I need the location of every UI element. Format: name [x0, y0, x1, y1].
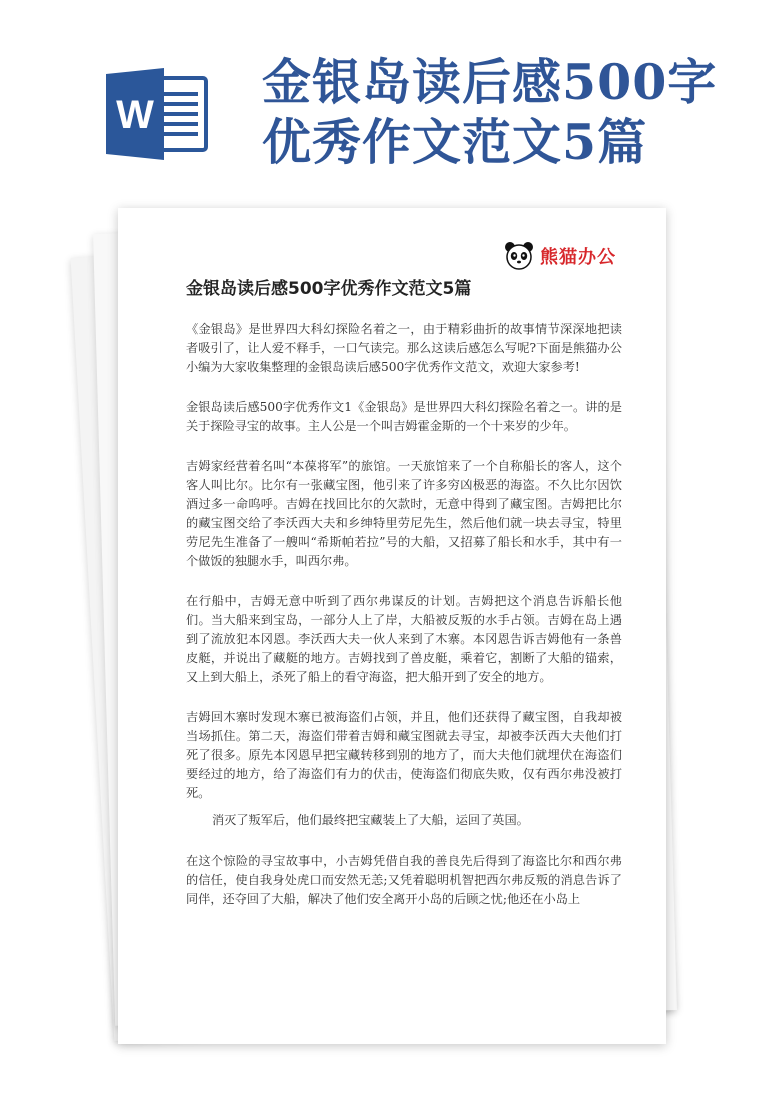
paragraph-4: 吉姆回木寨时发现木寨已被海盗们占领，并且，他们还获得了藏宝图，自我却被当场抓住。第二天，海盗们带着吉姆和藏宝图就去寻宝，却被李沃西大夫他们打死了很多。原先本冈恩早把宝藏转移到别的地方了，而大夫他们就埋伏在海盗们要经过的地方，给了海盗们有力的伏击，使海盗们彻底失败，仅有西尔弗没被打死。 [186, 710, 622, 800]
panda-icon [504, 241, 534, 271]
word-document-icon [106, 68, 210, 160]
brand-logo [504, 240, 616, 272]
paragraph-6: 在这个惊险的寻宝故事中，小吉姆凭借自我的善良先后得到了海盗比尔和西尔弗的信任，使自我身处虎口而安然无恙;又凭着聪明机智把西尔弗反叛的消息告诉了同伴，还夺回了大船，解决了他们安全离开小岛的后顾之忧;他还在小岛上 [186, 854, 622, 906]
paragraph-5: 消灭了叛军后，他们最终把宝藏装上了大船，运回了英国。 [212, 813, 529, 827]
document-page [118, 208, 666, 1044]
title-line-2: 优秀作文范文5篇 [262, 113, 648, 171]
brand-name: 熊猫办公 [540, 247, 616, 268]
title-line-1: 金银岛读后感500字 [262, 53, 718, 111]
document-body [186, 320, 622, 930]
svg-text:W: W [116, 93, 154, 137]
header [0, 0, 780, 200]
paragraph-2: 吉姆家经营着名叫“本葆将军”的旅馆。一天旅馆来了一个自称船长的客人，这个客人叫比尔。比尔有一张藏宝图，他引来了许多穷凶极恶的海盗。不久比尔因饮酒过多一命呜呼。吉姆在找回比尔的欠款时，无意中得到了藏宝图。吉姆把比尔的藏宝图交给了李沃西大夫和乡绅特里劳尼先生，然后他们就一块去寻宝，特里劳尼先生准备了一艘叫“希斯帕若拉”号的大船，又招募了船长和水手，其中有一个做饭的独腿水手，叫西尔弗。 [186, 459, 622, 568]
page-title [262, 52, 762, 172]
paragraph-3: 在行船中，吉姆无意中听到了西尔弗谋反的计划。吉姆把这个消息告诉船长他们。当大船来到宝岛，一部分人上了岸，大船被反叛的水手占领。吉姆在岛上遇到了流放犯本冈恩。李沃西大夫一伙人来到了木寨。本冈恩告诉吉姆他有一条兽皮艇，并说出了藏艇的地方。吉姆找到了兽皮艇，乘着它，割断了大船的锚索，又上到大船上，杀死了船上的看守海盗，把大船开到了安全的地方。 [186, 594, 622, 684]
paragraph-intro: 《金银岛》是世界四大科幻探险名着之一，由于精彩曲折的故事情节深深地把读者吸引了，让人爱不释手，一口气读完。那么这读后感怎么写呢?下面是熊猫办公小编为大家收集整理的金银岛读后感500字优秀作文范文，欢迎大家参考! [186, 322, 622, 374]
paragraph-1: 金银岛读后感500字优秀作文1《金银岛》是世界四大科幻探险名着之一。讲的是关于探险寻宝的故事。主人公是一个叫吉姆霍金斯的一个十来岁的少年。 [186, 400, 622, 433]
document-title: 金银岛读后感500字优秀作文范文5篇 [186, 279, 472, 299]
